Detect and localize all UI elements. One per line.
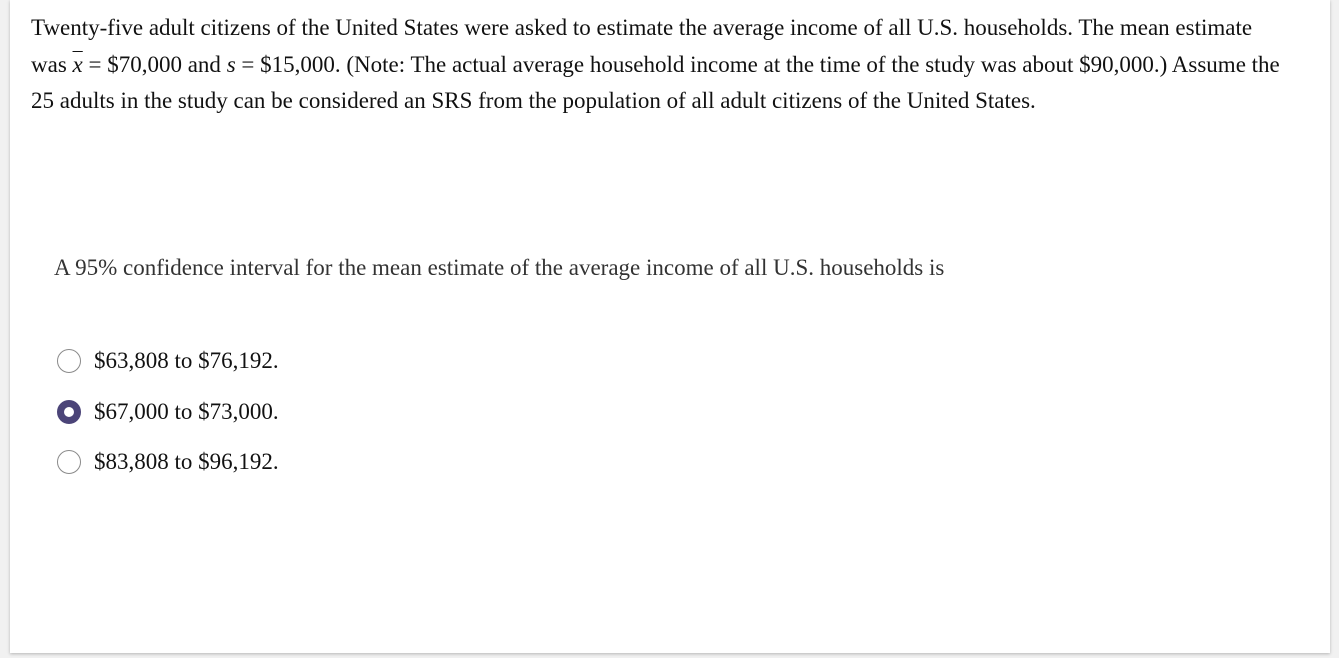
answer-options <box>57 336 279 488</box>
answer-option-1[interactable] <box>57 336 279 387</box>
answer-option-label-1[interactable]: $63,808 to $76,192. <box>94 348 279 374</box>
stem-text-3: = $15,000. (Note: The actual average household income at the time of the study was about $90,000.) Assume the 25 adults in the study can be considered an SRS from the population of all adult citizens of the United States. <box>31 51 1280 113</box>
question-prompt: A 95% confidence interval for the mean estimate of the average income of all U.S. households is <box>54 255 945 280</box>
stem-text-1: Twenty-five adult citizens of the United States were asked to estimate the average income of all U.S. households. The mean estimate was <box>31 15 1253 77</box>
stem-text-2: = $70,000 and <box>82 51 227 77</box>
question-card <box>10 0 1330 653</box>
answer-option-label-3[interactable]: $83,808 to $96,192. <box>94 449 279 475</box>
question-stem <box>31 10 1291 120</box>
answer-option-3[interactable] <box>57 437 279 488</box>
answer-option-label-2[interactable]: $67,000 to $73,000. <box>94 398 279 424</box>
x-bar-symbol: $\overline{x}$ <box>72 51 83 77</box>
radio-button-3[interactable] <box>57 450 81 474</box>
s-symbol: s <box>226 51 236 77</box>
radio-button-1[interactable] <box>57 349 81 373</box>
radio-button-2[interactable] <box>57 400 81 424</box>
answer-option-2[interactable] <box>57 387 279 438</box>
